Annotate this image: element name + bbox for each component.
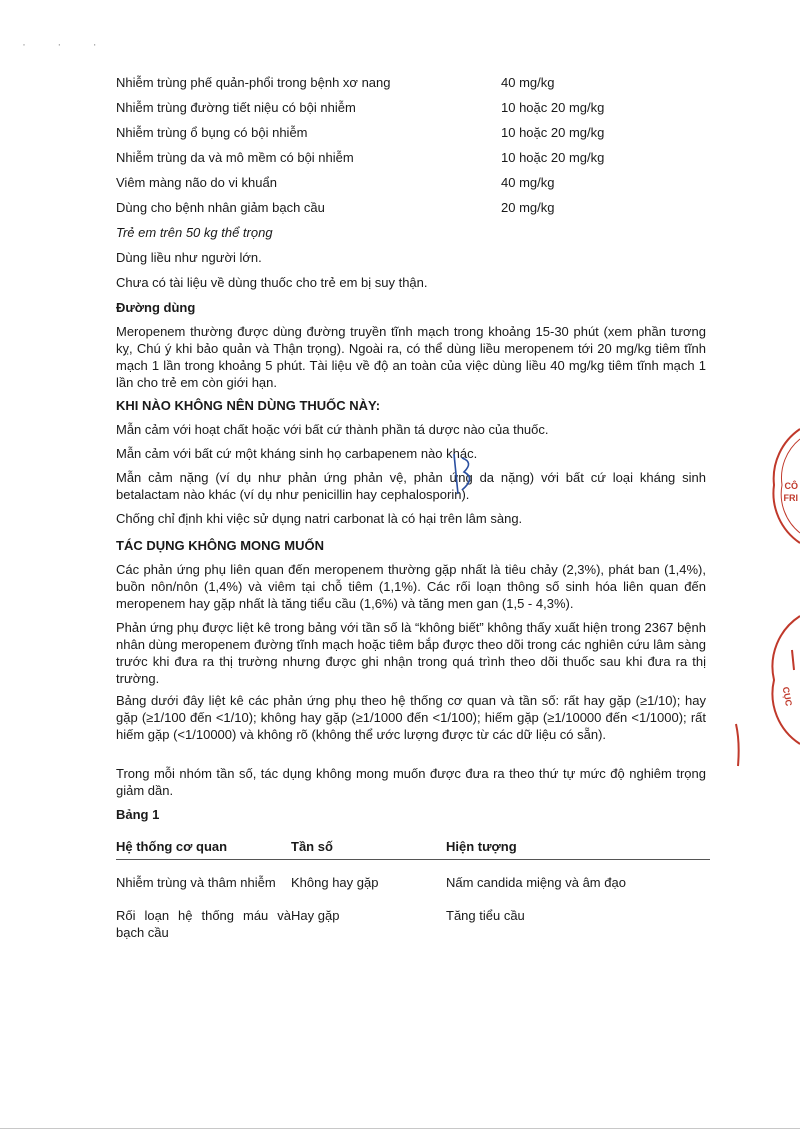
table-row (116, 907, 710, 941)
dosage-row (116, 170, 706, 195)
contraindication-item: Mẫn cảm nặng (ví dụ như phản ứng phản vệ, phản ứng da nặng) với bất cứ loại kháng sinh betalactam nào khác (ví dụ như penicillin hay cephalosporin). (116, 470, 706, 502)
cell-event: Tăng tiểu cầu (446, 908, 525, 923)
table-header-row (116, 833, 710, 860)
adverse-effects-paragraph: Bảng dưới đây liệt kê các phản ứng phụ theo hệ thống cơ quan và tần số: rất hay gặp (≥1/10); hay gặp (≥1/100 đến <1/10); không hay gặp (≥1/1000 đến <1/100); hiếm gặp (≥1/10000 đến <1/1000); rất hiếm gặp (<1/10000) và không rõ (không thể ước lượng được từ các dữ liệu có sẵn). (116, 693, 706, 742)
dosage-table (116, 70, 706, 220)
dosage-condition: Nhiễm trùng đường tiết niệu có bội nhiễm (116, 100, 356, 115)
header-system: Hệ thống cơ quan (116, 838, 228, 854)
header-frequency: Tần số (291, 838, 333, 854)
route-paragraph: Meropenem thường được dùng đường truyền tĩnh mạch trong khoảng 15-30 phút (xem phần tương kỵ, Chú ý khi bảo quản và Thận trọng). Ngoài ra, có thể dùng liều meropenem tới 20 mg/kg tiêm tĩnh mạch 1 lần trong khoảng 5 phút. Tài liệu về độ an toàn của việc dùng liều 40 mg/kg tiêm tĩnh mạch 1 lần cho trẻ em còn giới hạn. (116, 324, 706, 390)
handwritten-mark (448, 450, 478, 500)
contraindication-item: Mẫn cảm với hoạt chất hoặc với bất cứ thành phần tá dược nào của thuốc. (116, 422, 549, 437)
adverse-effects-heading: TÁC DỤNG KHÔNG MONG MUỐN (116, 538, 324, 553)
adult-dose-text: Dùng liều như người lớn. (116, 250, 262, 265)
dosage-row (116, 120, 706, 145)
dosage-value: 40 mg/kg (501, 175, 555, 190)
stamp-text: CÔ (784, 481, 798, 491)
cell-frequency: Không hay gặp (291, 875, 379, 890)
contraindication-item: Mẫn cảm với bất cứ một kháng sinh họ carbapenem nào khác. (116, 446, 478, 461)
dosage-condition: Dùng cho bệnh nhân giảm bạch cầu (116, 200, 325, 215)
adverse-effects-paragraph: Các phản ứng phụ liên quan đến meropenem thường gặp nhất là tiêu chảy (2,3%), phát ban (1,4%), buồn nôn/nôn (1,4%) và viêm tại chỗ tiêm (1,1%). Các rối loạn thông số sinh hóa liên quan đến meropenem hay gặp nhất là tăng tiểu cầu (1,6%) và tăng men gan (1,5 - 4,3%). (116, 562, 706, 611)
dosage-row (116, 70, 706, 95)
stamp-text: FRI (783, 493, 798, 503)
renal-text: Chưa có tài liệu về dùng thuốc cho trẻ em bị suy thận. (116, 275, 428, 290)
dosage-value: 10 hoặc 20 mg/kg (501, 125, 605, 140)
route-heading: Đường dùng (116, 300, 196, 315)
contraindications-heading: KHI NÀO KHÔNG NÊN DÙNG THUỐC NÀY: (116, 398, 381, 413)
adverse-effects-paragraph: Phản ứng phụ được liệt kê trong bảng với tần số là “không biết” không thấy xuất hiện trong 2367 bệnh nhân dùng meropenem đường tĩnh mạch hoặc tiêm bắp được theo dõi trong các nghiên cứu lâm sàng trước khi đưa ra thị trường nhưng được ghi nhận trong quá trình theo dõi thuốc sau khi đưa ra thị trường. (116, 620, 706, 686)
dosage-row (116, 195, 706, 220)
ink-stroke (730, 722, 744, 768)
adverse-effects-paragraph: Trong mỗi nhóm tần số, tác dụng không mong muốn được đưa ra theo thứ tự mức độ nghiêm trọng giảm dần. (116, 766, 706, 798)
scan-dots: · · · (22, 37, 111, 51)
dosage-value: 20 mg/kg (501, 200, 555, 215)
dosage-condition: Nhiễm trùng da và mô mềm có bội nhiễm (116, 150, 354, 165)
header-event: Hiện tượng (446, 838, 517, 854)
contraindication-item: Chống chỉ định khi việc sử dụng natri carbonat là có hại trên lâm sàng. (116, 511, 523, 526)
stamp-text: CỤC (780, 685, 794, 707)
dosage-condition: Nhiễm trùng phế quản-phổi trong bệnh xơ nang (116, 75, 391, 90)
table-row (116, 874, 710, 891)
cell-system: Nhiễm trùng và thâm nhiễm (116, 875, 276, 890)
stamp-fragment-bottom (770, 610, 800, 750)
dosage-value: 10 hoặc 20 mg/kg (501, 150, 605, 165)
children-over-50-subheading: Trẻ em trên 50 kg thể trọng (116, 225, 273, 240)
bottom-rule (0, 1128, 800, 1129)
dosage-row (116, 145, 706, 170)
dosage-value: 40 mg/kg (501, 75, 555, 90)
dosage-condition: Viêm màng não do vi khuẩn (116, 175, 277, 190)
dosage-condition: Nhiễm trùng ổ bụng có bội nhiễm (116, 125, 308, 140)
dosage-value: 10 hoặc 20 mg/kg (501, 100, 605, 115)
cell-system: Rối loạn hệ thống máu và bạch cầu (116, 908, 291, 940)
cell-frequency: Hay gặp (291, 908, 340, 923)
dosage-row (116, 95, 706, 120)
table-title: Bảng 1 (116, 807, 160, 822)
adverse-reactions-table (116, 833, 710, 941)
cell-event: Nấm candida miệng và âm đạo (446, 875, 626, 890)
